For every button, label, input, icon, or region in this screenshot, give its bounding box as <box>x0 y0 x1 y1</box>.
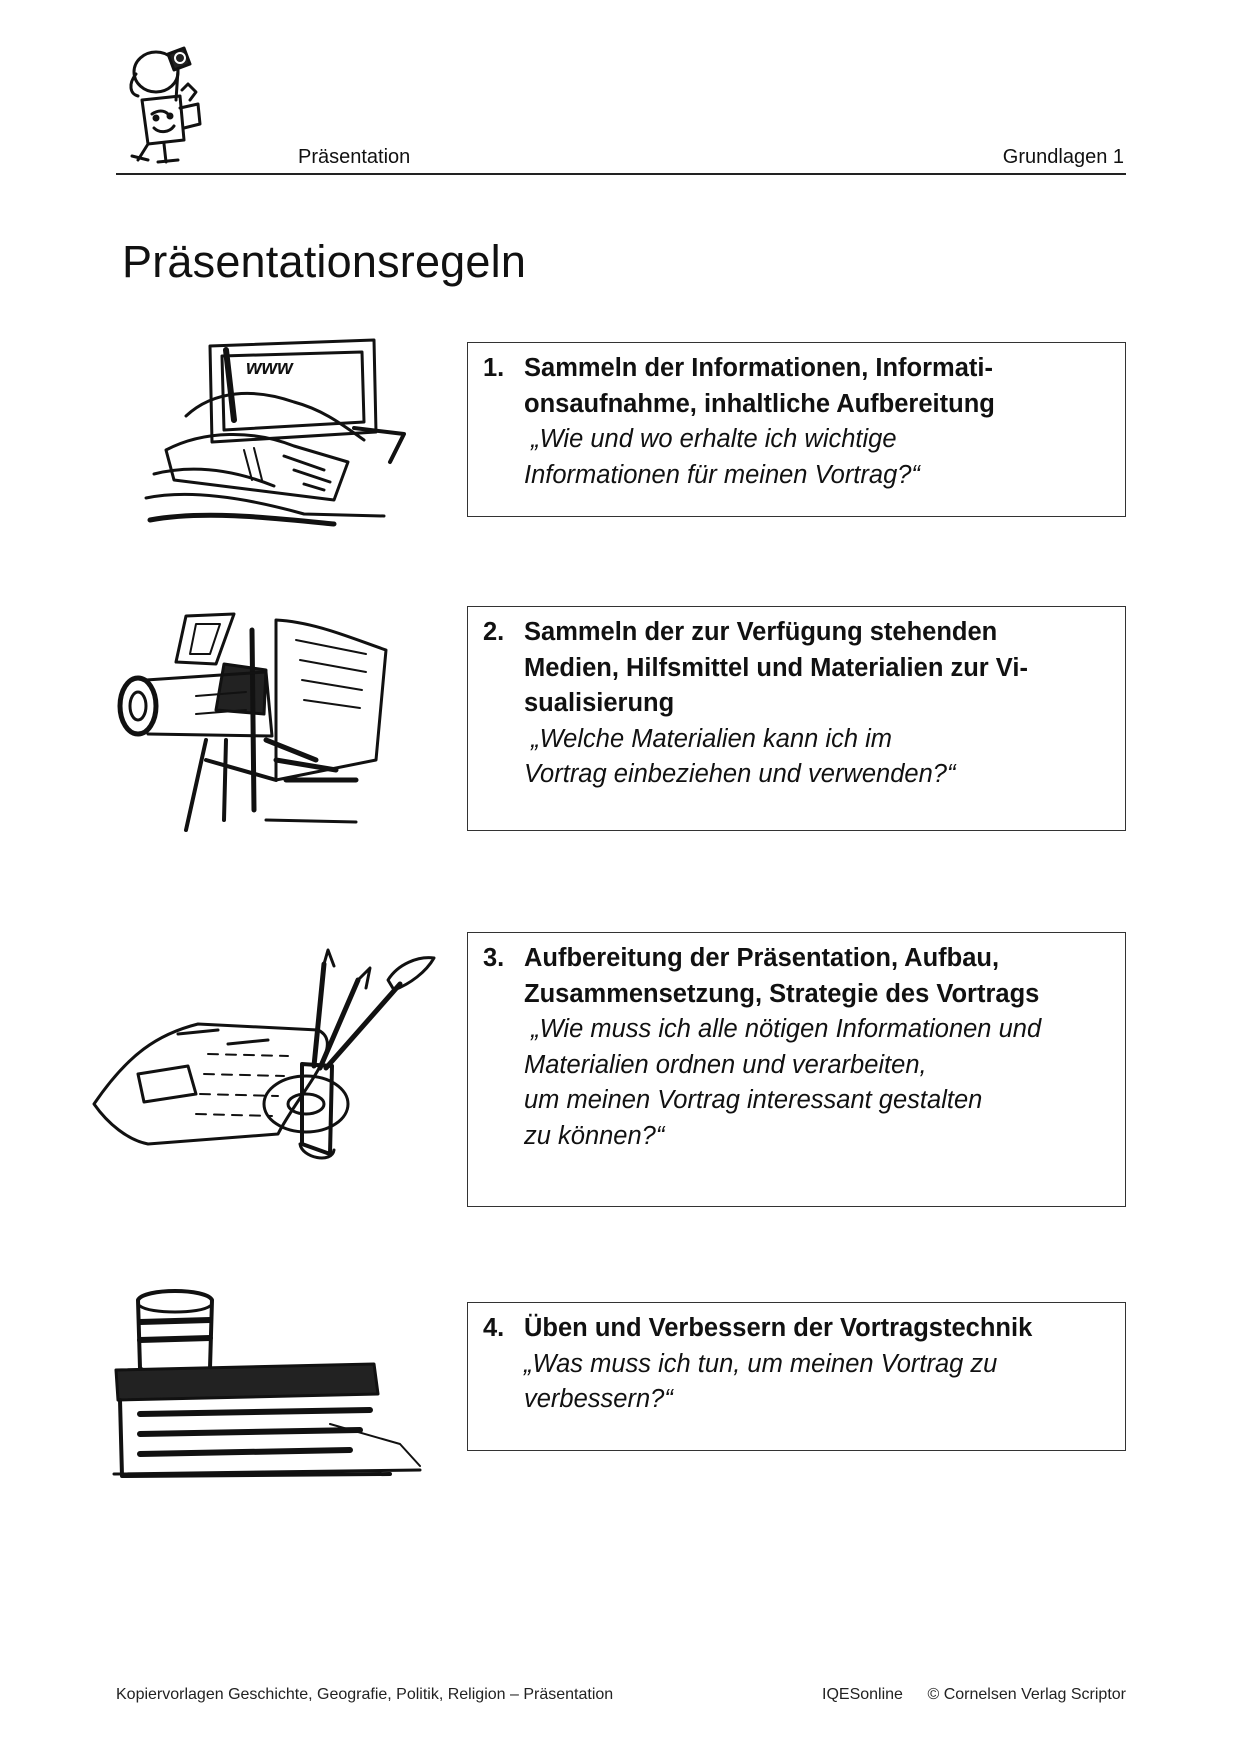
papers-pens-icon <box>88 944 448 1180</box>
lectern-icon <box>110 1284 430 1484</box>
rule-question-line: „Welche Materialien kann ich im <box>524 724 893 753</box>
rule-heading-line: Sammeln der Informationen, Informati- <box>524 354 993 382</box>
rule-box-2 <box>467 606 1126 831</box>
svg-text:www: www <box>246 357 293 379</box>
rule-question-line: verbessern?“ <box>524 1385 673 1413</box>
rule-number: 3. <box>483 944 505 972</box>
rule-heading-line: onsaufnahme, inhaltliche Aufbereitung <box>524 389 995 418</box>
computer-books-icon <box>134 330 414 530</box>
rule-heading-line: Zusammensetzung, Strategie des Vortrags <box>524 979 1040 1008</box>
page-title: Präsentationsregeln <box>122 236 527 287</box>
footer-series-title: Kopiervorlagen Geschichte, Geografie, Politik, Religion – Präsentation <box>116 1686 614 1703</box>
header-divider <box>116 173 1126 175</box>
rule-text-2 <box>483 615 1115 793</box>
rule-box-4 <box>467 1302 1126 1451</box>
rule-question-line: um meinen Vortrag interessant gestalten <box>524 1086 983 1114</box>
rule-box-1 <box>467 342 1126 517</box>
rule-question-line: Informationen für meinen Vortrag?“ <box>524 460 920 489</box>
rule-text-4 <box>483 1311 1115 1418</box>
rule-question-line: Materialien ordnen und verarbeiten, <box>524 1050 927 1079</box>
rule-text-1 <box>483 351 1115 493</box>
rule-number: 4. <box>483 1314 505 1342</box>
footer-copyright: © Cornelsen Verlag Scriptor <box>927 1686 1126 1703</box>
rule-heading-line: Aufbereitung der Präsentation, Aufbau, <box>524 944 1000 972</box>
rule-question-line: zu können?“ <box>524 1121 665 1150</box>
rule-box-3 <box>467 932 1126 1207</box>
footer-platform: IQESonline <box>822 1686 903 1703</box>
header-page-label: Grundlagen 1 <box>1002 146 1124 168</box>
header-section-label: Präsentation <box>298 146 411 168</box>
rule-question-line: „Was muss ich tun, um meinen Vortrag zu <box>524 1349 998 1378</box>
presenter-mascot-icon <box>118 44 204 168</box>
rule-question-line: „Wie und wo erhalte ich wichtige <box>524 425 897 453</box>
rule-heading-line: Sammeln der zur Verfügung stehenden <box>524 618 998 646</box>
projector-icon <box>116 610 396 840</box>
rule-text-3 <box>483 941 1115 1154</box>
rule-heading-line: Medien, Hilfsmittel und Materialien zur Vi- <box>524 653 1028 682</box>
rule-question-line: Vortrag einbeziehen und verwenden?“ <box>524 760 956 788</box>
rule-number: 2. <box>483 618 505 646</box>
rule-question-line: „Wie muss ich alle nötigen Informationen und <box>524 1015 1042 1043</box>
rule-number: 1. <box>483 354 505 382</box>
rule-heading-line: sualisierung <box>524 689 675 717</box>
rule-heading-line: Üben und Verbessern der Vortragstechnik <box>524 1314 1033 1342</box>
